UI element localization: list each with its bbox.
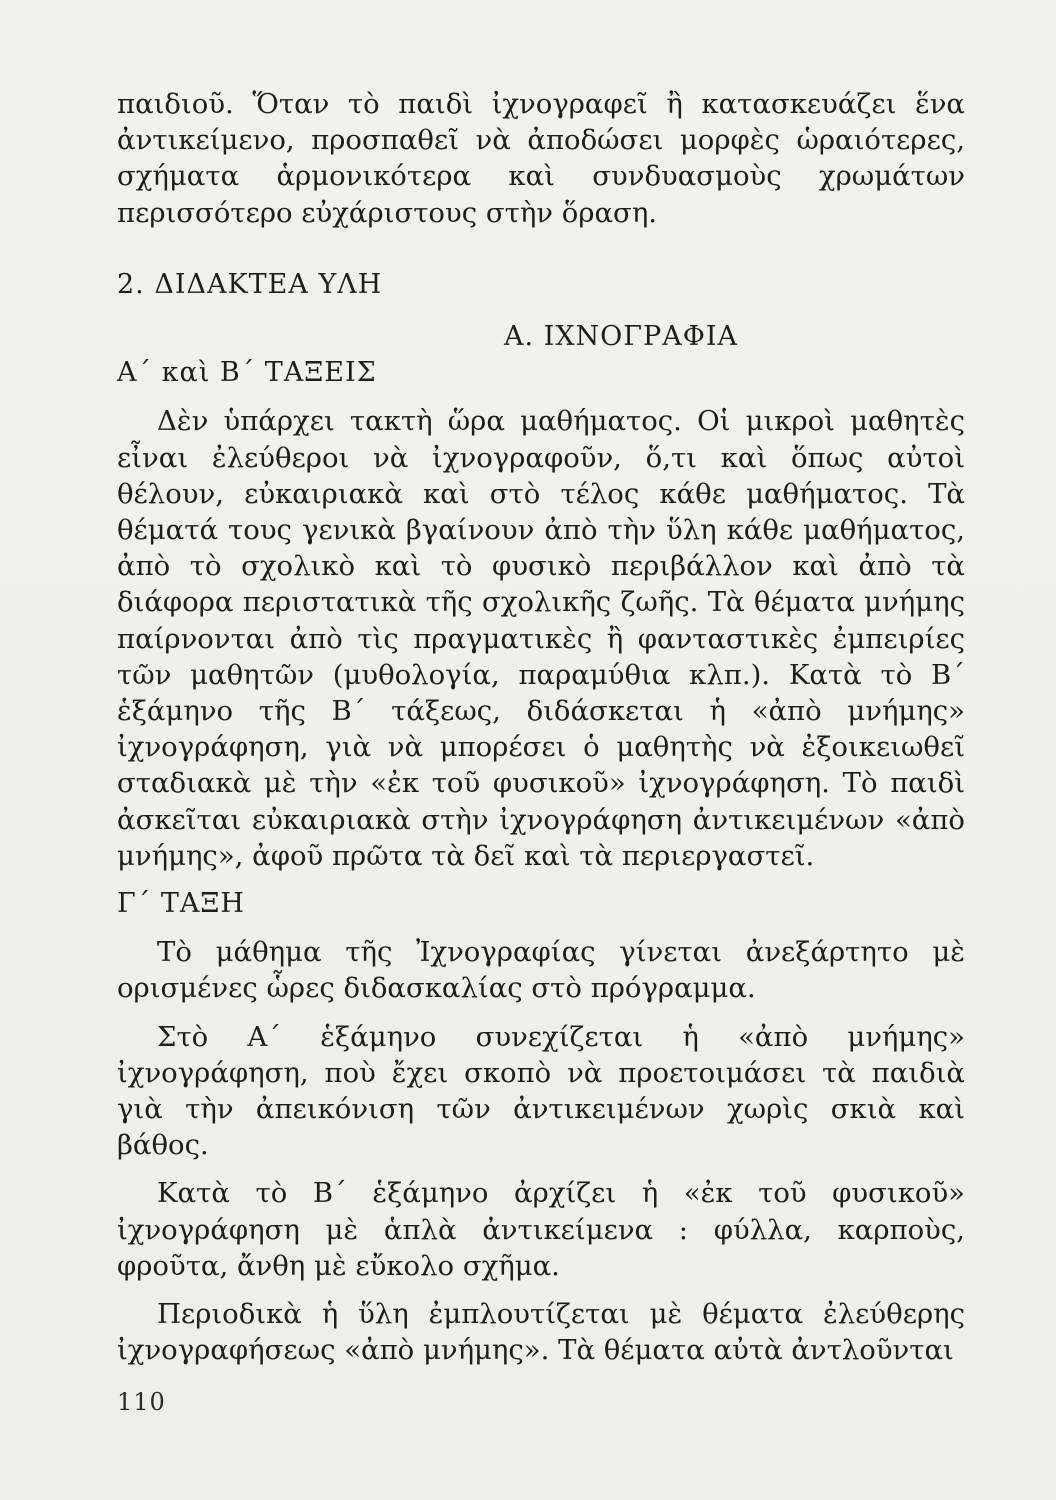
class-c-paragraph-1: Τὸ μάθημα τῆς Ἰχνογραφίας γίνεται ἀνεξάρτητο μὲ ορισμένες ὧρες διδασκαλίας στὸ πρόγραμμα. — [117, 936, 965, 1005]
page-number: 110 — [117, 1388, 166, 1416]
class-c-paragraph-4: Περιοδικὰ ἡ ὕλη ἐμπλουτίζεται μὲ θέματα ἐλεύθερης ἰχνογραφήσεως «ἀπὸ μνήμης». Τὰ θέματα αὐτὰ ἀντλοῦνται — [117, 1298, 965, 1367]
class-c-heading: Γ΄ ΤΑΞΗ — [117, 888, 245, 920]
class-c-paragraph-2: Στὸ Α΄ ἑξάμηνο συνεχίζεται ἡ «ἀπὸ μνήμης» ἰχνογράφηση, ποὺ ἔχει σκοπὸ νὰ προετοιμάσει τὰ παιδιὰ γιὰ τὴν ἀπεικόνιση τῶν ἀντικειμένων χωρὶς σκιὰ καὶ βάθος. — [117, 1020, 965, 1162]
page-text — [117, 86, 965, 1369]
subsection-heading: Α. ΙΧΝΟΓΡΑΦΙΑ — [503, 321, 738, 353]
class-ab-paragraph: Δὲν ὑπάρχει τακτὴ ὥρα μαθήματος. Οἱ μικροὶ μαθητὲς εἶναι ἐλεύθεροι νὰ ἰχνογραφοῦν, ὅ,τι καὶ ὅπως αὐτοὶ θέλουν, εὐκαιριακὰ καὶ στὸ τέλος κάθε μαθήματος. Τὰ θέματά τους γενικὰ βγαίνουν ἀπὸ τὴν ὕλη κάθε μαθήματος, ἀπὸ τὸ σχολικὸ καὶ τὸ φυσικὸ περιβάλλον καὶ ἀπὸ τὰ διάφορα περιστατικὰ τῆς σχολικῆς ζωῆς. Τὰ θέματα μνήμης παίρνονται ἀπὸ τὶς πραγματικὲς ἢ φανταστικὲς ἐμπειρίες τῶν μαθητῶν (μυθολογία, παραμύθια κλπ.). Κατὰ τὸ Β΄ ἑξάμηνο τῆς Β΄ τάξεως, διδάσκεται ἡ «ἀπὸ μνήμης» ἰχνογράφηση, γιὰ νὰ μπορέσει ὁ μαθητὴς νὰ ἐξοικειωθεῖ σταδιακὰ μὲ τὴν «ἐκ τοῦ φυσικοῦ» ἰχνογράφηση. Τὸ παιδὶ ἀσκεῖται εὐκαιριακὰ στὴν ἰχνογράφηση ἀντικειμένων «ἀπὸ μνήμης», ἀφοῦ πρῶτα τὰ δεῖ καὶ τὰ περιεργαστεῖ. — [117, 405, 965, 872]
intro-paragraph: παιδιοῦ. Ὅταν τὸ παιδὶ ἰχνογραφεῖ ἢ κατασκευάζει ἕνα ἀντικείμενο, προσπαθεῖ νὰ ἀποδώσει μορφὲς ὡραιότερες, σχήματα ἁρμονικότερα καὶ συνδυασμοὺς χρωμάτων περισσότερο εὐχάριστους στὴν ὅραση. — [117, 88, 965, 229]
class-ab-heading: Α΄ καὶ Β΄ ΤΑΞΕΙΣ — [117, 357, 377, 389]
class-c-paragraph-3: Κατὰ τὸ Β΄ ἑξάμηνο ἀρχίζει ἡ «ἐκ τοῦ φυσικοῦ» ἰχνογράφηση μὲ ἁπλὰ ἀντικείμενα : φύλλα, καρποὺς, φροῦτα, ἄνθη μὲ εὔκολο σχῆμα. — [117, 1177, 965, 1282]
section-heading: 2. ΔΙΔΑΚΤΕΑ ΥΛΗ — [117, 268, 383, 300]
